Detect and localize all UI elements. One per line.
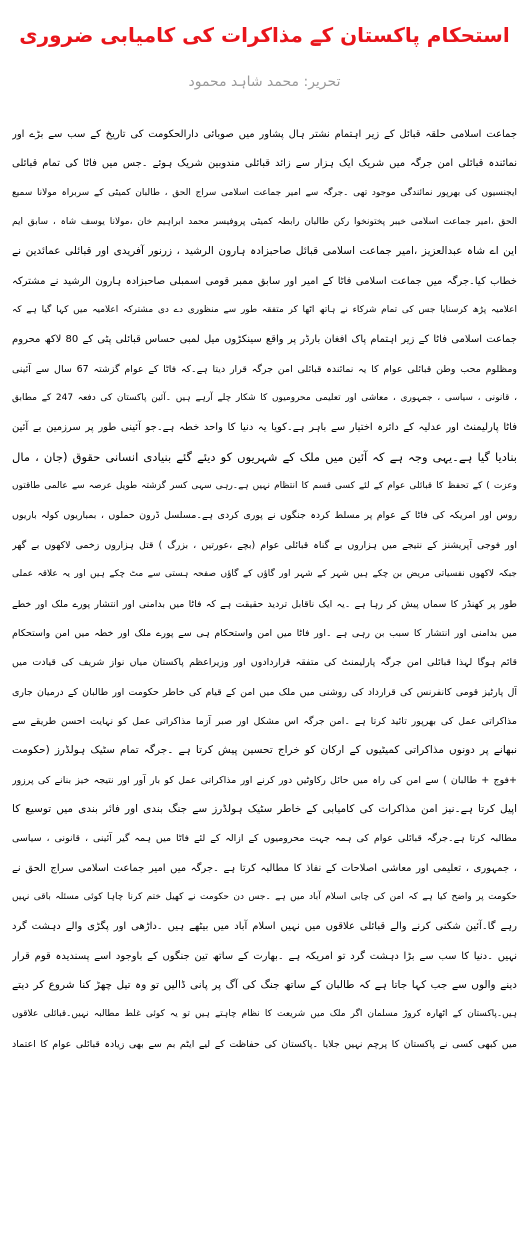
article-line: جبکہ لاکھوں نفسیاتی مریض بن چکے ہیں شہر کے شہر اور گاؤں کے گاؤں صفحہ ہستی سے مٹ چکے ہیں اور یہ علاقہ عملی <box>12 569 517 580</box>
article-line: روس اور امریکہ کی فاٹا کے عوام پر مسلط کردہ جنگوں نے پوری کردی ہے۔مسلسل ڈرون حملوں ، بمباریوں کولہ باریوں <box>12 510 517 522</box>
article-line: نہیں ۔دنیا کا سب سے بڑا دہشت گرد تو امریکہ ہے ۔بھارت کے ساتھ تین جنگوں کے باوجود اسے پسندیدہ قوم قرار <box>12 950 517 962</box>
article-line: +فوج + طالبان ) سے امن کی راہ میں حائل رکاوٹیں دور کرنے اور مذاکراتی عمل کو بار آور اور نتیجہ خیز بنانے کی پرزور <box>12 774 517 786</box>
article-line: اعلامیہ پڑھ کرسنایا جس کی تمام شرکاء نے ہاتھ اٹھا کر متفقہ طور سے منظوری دے دی مشترکہ اعلامیہ میں کہا گیا ہے کہ <box>12 305 517 316</box>
article-line: آل پارٹیز قومی کانفرنس کی قرارداد کی روشنی میں ملک میں امن کے قیام کی خاطر حکومت اور طالبان کے درمیان جاری <box>12 686 517 698</box>
article-line: اور فوجی آپریشنز کے نتیجے میں ہزاروں بے گناہ قبائلی عوام (بچے ،عورتیں ، بزرگ ) قتل ہزاروں زخمی لاکھوں بے گھر <box>12 539 517 551</box>
article-line: اپیل کرتا ہے۔نیز امن مذاکرات کی کامیابی کے خاطر سٹیک ہولڈرز سے جنگ بندی اور فائر بندی میں توسیع کا <box>12 802 517 815</box>
article-line: خطاب کیا۔جرگہ میں جماعت اسلامی فاٹا کے امیر اور سابق ممبر قومی اسمبلی صاحبزادہ ہارون الرشید نے مشترکہ <box>12 275 517 287</box>
article-headline: استحکام پاکستان کے مذاکرات کی کامیابی ضروری <box>19 23 510 47</box>
article-line: ومظلوم محب وطن قبائلی عوام کا یہ نمائندہ قبائلی امن جرگہ قرار دیتا ہے۔کہ فاٹا کے عوام گزشتہ 67 سال سے آئینی <box>12 363 517 375</box>
article-line: مطالبہ کرتا ہے۔جرگہ قبائلی عوام کی ہمہ جہت محرومیوں کے ازالہ کے لئے فاٹا میں ہمہ گیر آئینی ، قانونی ، سیاسی <box>12 833 517 845</box>
article-line: رہے گا۔آئین شکنی کرنے والے قبائلی علاقوں میں نہیں اسلام آباد میں بیٹھے ہیں ۔داڑھی اور پگڑی والے دہشت گرد <box>12 921 517 933</box>
article-line: قائم ہوگا لہذا قبائلی امن جرگہ پارلیمنٹ کی متفقہ قراردادوں اور وزیراعظم پاکستان میاں نواز شریف کی قیادت میں <box>12 657 517 669</box>
article-line: الحق ،امیر جماعت اسلامی خیبر پختونخوا رکن طالبان رابطہ کمیٹی پروفیسر محمد ابراہیم خان ،مولانا یوسف شاہ ، سابق ایم <box>12 217 517 228</box>
article-line: میں بدامنی اور انتشار کا سبب بن رہی ہے ۔اور فاٹا میں امن واستحکام ہی سے پورے ملک اور خطہ میں امن واستحکام <box>12 627 517 639</box>
article-line: جماعت اسلامی حلقہ قبائل کے زیر اہتمام نشتر ہال پشاور میں صوبائی دارالحکومت کی تاریخ کے سب سے بڑے اور <box>12 129 517 140</box>
article-line: دینے والوں سے جب کہا جاتا ہے کہ طالبان کے ساتھ جنگ کی آگ پر پانی ڈالیں تو وہ تیل چھڑ کنا شروع کر دیتے <box>12 978 517 991</box>
article-line: نمائندہ قبائلی امن جرگہ میں شریک ایک ہزار سے زائد قبائلی مندوبین شریک ہوئے ۔جس میں فاٹا کی تمام قبائلی <box>12 158 517 170</box>
article-line: فاٹا پارلیمنٹ اور عدلیہ کے دائرہ اختیار سے باہر ہے۔کویا یہ دنیا کا واحد خطہ ہے۔جو آئینی طور پر سرزمین بے آئین <box>12 422 517 434</box>
article-line: جماعت اسلامی فاٹا کے زیر اہتمام پاک افغان بارڈر پر واقع سینکڑوں میل لمبی حساس قبائلی پٹی کے 80 لاکھ محروم <box>12 334 517 346</box>
article-line: میں کبھی کسی نے پاکستان کا پرچم نہیں جلایا ۔پاکستان کی حفاظت کے لیے ایٹم بم سے بھی زیادہ قبائلی عوام کا اعتماد <box>12 1038 517 1050</box>
article-line: طور پر کھنڈر کا سماں پیش کر رہا ہے ۔یہ ایک ناقابل تردید حقیقت ہے کہ فاٹا میں بدامنی اور انتشار پورے ملک اور خطے <box>12 598 517 610</box>
article-line: ، قانونی ، سیاسی ، جمہوری ، معاشی اور تعلیمی محرومیوں کا شکار چلے آرہے ہیں ۔آئین پاکستان کی دفعہ 247 کے مطابق <box>12 393 517 404</box>
article-line: ، جمہوری ، تعلیمی اور معاشی اصلاحات کے نفاذ کا مطالبہ کرتا ہے ۔جرگہ میں امیر جماعت اسلامی سراج الحق نے <box>12 862 517 874</box>
article-line: حکومت پر واضح کیا ہے کہ امن کی چابی اسلام آباد میں ہے ۔جس دن حکومت نے کھیل ختم کرنا چاہا کوئی مسئلہ باقی نہیں <box>12 891 517 902</box>
article-line: بنادیا گیا ہے۔یہی وجہ ہے کہ آئین میں ملک کے شہریوں کو دیئے گئے بنیادی انسانی حقوق (جان ، مال <box>12 449 517 464</box>
article-line: مذاکراتی عمل کی بھرپور تائید کرتا ہے ۔امن جرگہ اس مشکل اور صبر آزما مذاکراتی عمل کو نہایت احسن طریقے سے <box>12 715 517 727</box>
article-byline: تحریر: محمد شاہد محمود <box>188 74 341 90</box>
article-body <box>10 120 519 1059</box>
article-line: ہیں۔پاکستان کے اٹھارہ کروڑ مسلمان اگر ملک میں شریعت کا نظام چاہتے ہیں تو یہ کوئی غلط مطالبہ نہیں۔قبائلی علاقوں <box>12 1009 517 1020</box>
article-line: نبھانے پر دونوں مذاکراتی کمیٹیوں کے ارکان کو خراج تحسین پیش کرتا ہے ۔جرگہ تمام سٹیک ہولڈرز (حکومت <box>12 744 517 757</box>
article-line: ایجنسیوں کی بھرپور نمائندگی موجود تھی ۔جرگہ سے امیر جماعت اسلامی سراج الحق ، طالبان کمیٹی کے سربراہ مولانا سمیع <box>12 187 517 198</box>
article-line: این اے شاہ عبدالعزیز ،امیر جماعت اسلامی قبائل صاحبزادہ ہارون الرشید ، زرنور آفریدی اور قبائلی عمائدین نے <box>12 245 517 258</box>
article-line: وعزت ) کے تحفظ کا قبائلی عوام کے لئے کسی قسم کا انتظام نہیں ہے۔رہی سہی کسر گزشتہ طویل عرصہ سے عالمی طاقتوں <box>12 481 517 492</box>
